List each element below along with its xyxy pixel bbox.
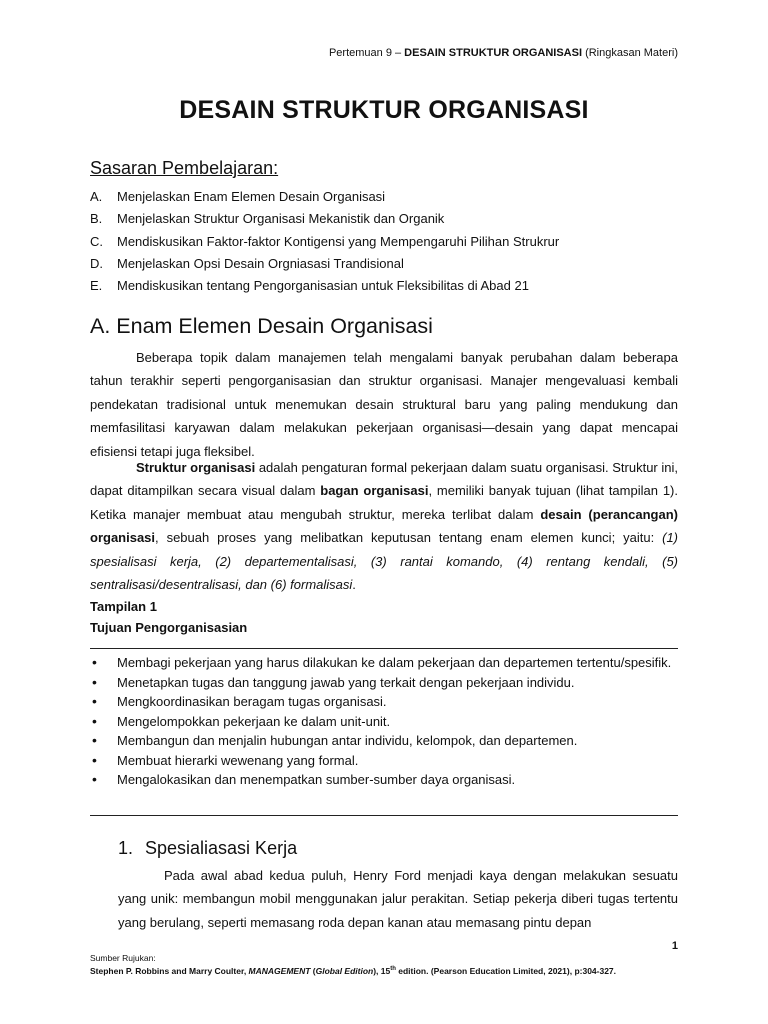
bullet-item: • Membagi pekerjaan yang harus dilakukan ke dalam pekerjaan dan departemen tertentu/spesifik. <box>90 653 678 673</box>
objective-letter: B. <box>90 211 103 227</box>
objective-letter: C. <box>90 233 103 249</box>
ref-superscript: th <box>390 966 396 973</box>
term-struktur-organisasi: Struktur organisasi <box>136 460 256 475</box>
subsection-number: 1. <box>118 838 134 858</box>
ref-text: ), 15 <box>373 966 391 976</box>
objective-item <box>90 208 690 230</box>
exhibit-caption <box>90 596 247 638</box>
header-bold: DESAIN STRUKTUR ORGANISASI <box>404 47 583 59</box>
objective-text: Mendiskusikan tentang Pengorganisasian untuk Fleksibilitas di Abad 21 <box>117 278 529 294</box>
paragraph-text: , sebuah proses yang melibatkan keputusan tentang enam elemen kunci; yaitu: <box>155 530 663 546</box>
objective-text: Mendiskusikan Faktor-faktor Kontigensi yang Mempengaruhi Pilihan Strukrur <box>117 233 560 249</box>
paragraph-text: . <box>352 577 356 593</box>
objective-text: Menjelaskan Enam Elemen Desain Organisasi <box>117 189 386 204</box>
subsection-title: Spesialiasasi Kerja <box>145 838 298 858</box>
exhibit-bullet-list <box>90 653 678 790</box>
subsection-1-heading <box>118 838 297 859</box>
ref-text: ( <box>310 966 316 976</box>
source-label: Sumber Rujukan: <box>90 953 156 963</box>
bullet-item: • Menetapkan tugas dan tanggung jawab yang terkait dengan pekerjaan individu. <box>90 673 678 693</box>
page-title: DESAIN STRUKTUR ORGANISASI <box>179 96 589 124</box>
objectives-heading: Sasaran Pembelajaran: <box>90 158 279 178</box>
six-elements-list: (1) spesialisasi kerja, (2) departementalisasi, (3) rantai komando, (4) rentang kendali, (5) sentralisasi/desentralisasi, dan (6) formalisasi <box>90 530 678 593</box>
running-header <box>329 47 678 59</box>
exhibit-top-rule <box>90 648 678 649</box>
bullet-item: • Membuat hierarki wewenang yang formal. <box>90 751 678 771</box>
paragraph-text: adalah pengaturan formal pekerjaan dalam suatu organisasi. Struktur ini, dapat ditampilkan secara visual dalam <box>90 460 678 499</box>
paragraph-text: , memiliki banyak tujuan (lihat tampilan 1). Ketika manajer membuat atau mengubah struktur, mereka terlibat dalam <box>90 483 678 522</box>
bullet-item: • Mengalokasikan dan menempatkan sumber-sumber daya organisasi. <box>90 770 678 790</box>
objective-item <box>90 231 690 253</box>
term-desain-organisasi: desain (perancangan) organisasi <box>90 506 679 546</box>
objective-letter: E. <box>90 278 103 294</box>
objective-item <box>90 253 690 275</box>
objective-letter: D. <box>90 255 103 271</box>
subsection-1-paragraph <box>118 864 678 934</box>
exhibit-title: Tujuan Pengorganisasian <box>90 620 248 635</box>
ref-edition-name: Global Edition <box>315 966 374 976</box>
exhibit-label: Tampilan 1 <box>90 599 157 614</box>
ref-book-title: MANAGEMENT <box>248 966 311 976</box>
objective-letter: A. <box>90 189 103 204</box>
paragraph-text: Pada awal abad kedua puluh, Henry Ford menjadi kaya dengan melakukan sesuatu yang unik: membangun mobil menggunakan jalur perakitan. Setiap pekerja diberi tugas tertentu yang berulang, seperti memasang roda depan kanan atau memasang pintu depan <box>118 868 678 930</box>
section-a-paragraph-1 <box>90 346 678 463</box>
term-bagan-organisasi: bagan organisasi <box>320 483 429 499</box>
paragraph-text: Beberapa topik dalam manajemen telah mengalami banyak perubahan dalam beberapa tahun terakhir seperti pengorganisasian dan struktur organisasi. Manajer mengevaluasi kembali pendekatan tradisional untuk menemukan desain struktural baru yang paling mendukung dan memfasilitasi karyawan dalam melakukan pekerjaan organisasi—desain yang dapat mencapai efisiensi tetapi juga fleksibel. <box>90 350 678 459</box>
ref-text: Stephen P. Robbins and Marry Coulter, <box>90 966 249 976</box>
section-a-paragraph-2 <box>90 456 678 596</box>
exhibit-bottom-rule <box>90 815 678 816</box>
bullet-item: • Mengkoordinasikan beragam tugas organisasi. <box>90 692 678 712</box>
header-suffix: (Ringkasan Materi) <box>582 47 678 59</box>
header-prefix: Pertemuan 9 – <box>328 47 405 59</box>
objective-item <box>90 275 690 297</box>
page-number: 1 <box>671 940 678 952</box>
objective-text: Menjelaskan Opsi Desain Orgniasasi Trandisional <box>117 255 404 271</box>
bullet-item: • Membangun dan menjalin hubungan antar individu, kelompok, dan departemen. <box>90 731 678 751</box>
bullet-item: • Mengelompokkan pekerjaan ke dalam unit-unit. <box>90 712 678 732</box>
objectives-list <box>90 186 690 297</box>
source-reference <box>90 966 616 976</box>
ref-text: edition. (Pearson Education Limited, 2021), p:304-327. <box>395 966 617 976</box>
objective-item <box>90 186 690 208</box>
section-a-heading: A. Enam Elemen Desain Organisasi <box>90 314 433 338</box>
objective-text: Menjelaskan Struktur Organisasi Mekanistik dan Organik <box>117 211 445 227</box>
